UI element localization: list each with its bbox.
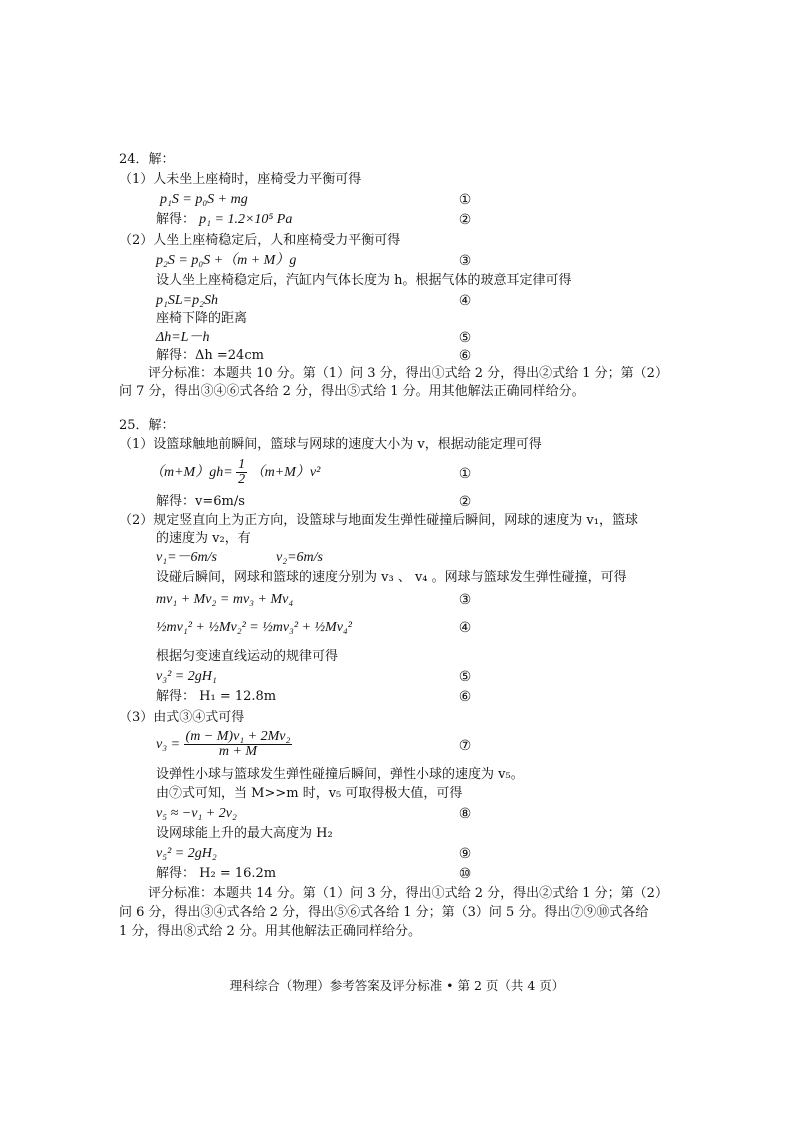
page-footer: 理科综合（物理）参考答案及评分标准 • 第 2 页（共 4 页） — [229, 978, 565, 993]
q24-eq5: Δh=L－h — [156, 330, 210, 345]
q25-eq8: v₅ ≈ −v₁ + 2v₂ — [156, 806, 237, 821]
q24-eq3: p₂S = p₀S +（m + M）g — [156, 253, 297, 268]
half-fraction — [236, 458, 247, 487]
eq-marker-6: ⑥ — [458, 348, 472, 364]
eq-marker-2: ② — [458, 212, 472, 228]
q25-part2-line1: （2）规定竖直向上为正方向，设篮球与地面发生弹性碰撞后瞬间，网球的速度为 v₁，篮球 — [119, 513, 638, 528]
eq-marker-7: ⑦ — [458, 738, 472, 754]
q24-part2: （2）人坐上座椅稳定后，人和座椅受力平衡可得 — [119, 233, 401, 248]
eq-marker-6b: ⑥ — [458, 689, 472, 705]
eq-marker-8: ⑧ — [458, 806, 472, 822]
q25-heading: 25．解： — [119, 418, 175, 433]
q25-part3: （3）由式③④式可得 — [119, 710, 245, 725]
eq-marker-4b: ④ — [458, 620, 472, 636]
q24-heading: 24．解： — [119, 152, 175, 167]
q25-text3: 设碰后瞬间，网球和篮球的速度分别为 v₃ 、 v₄ 。网球与篮球发生弹性碰撞，可得 — [156, 570, 627, 585]
q24-result6: 解得：Δh =24cm — [156, 348, 264, 363]
q24-eq4: p₁SL=p₂Sh — [156, 293, 218, 308]
q25-text6: 设弹性小球与篮球发生弹性碰撞后瞬间，弹性小球的速度为 v₅。 — [156, 767, 524, 782]
q25-text4: 根据匀变速直线运动的规律可得 — [156, 649, 339, 664]
q25-text8: 设网球能上升的最大高度为 H₂ — [156, 826, 333, 841]
eq-marker-2b: ② — [458, 494, 472, 510]
q24-part1: （1）人未坐上座椅时，座椅受力平衡可得 — [119, 172, 362, 187]
q25-eq1-left: （m+M）gh= — [150, 465, 233, 480]
fraction-denominator: m + M — [218, 744, 258, 760]
q24-result1-value: p₁ = 1.2×10⁵ Pa — [199, 212, 293, 227]
eq-marker-9: ⑨ — [458, 846, 472, 862]
q25-eq5: v₃² = 2gH₁ — [156, 669, 217, 684]
q25-eq7 — [156, 728, 292, 762]
result-label: 解得： — [156, 212, 196, 227]
eq-marker-4: ④ — [458, 293, 472, 309]
q25-score-line1: 评分标准：本题共 14 分。第（1）问 3 分，得出①式给 2 分，得出②式给 1 分；第（2） — [148, 886, 668, 901]
fraction-numerator: 1 — [238, 457, 246, 473]
eq-marker-1b: ① — [458, 466, 472, 482]
q24-result1 — [156, 212, 292, 228]
q25-part2-line2: 的速度为 v₂，有 — [156, 531, 251, 546]
q25-v1: v₁=－6m/s — [156, 550, 217, 565]
q24-score-line2: 问 7 分，得出③④⑥式各给 2 分，得出⑤式给 1 分。用其他解法正确同样给分。 — [119, 384, 585, 399]
q25-result10: 解得： H₂ = 16.2m — [156, 866, 277, 881]
q25-eq4: ½mv₁² + ½Mv₂² = ½mv₃² + ½Mv₄² — [156, 620, 352, 635]
eq-marker-5b: ⑤ — [458, 669, 472, 685]
q25-eq9: v₅² = 2gH₂ — [156, 846, 217, 861]
eq-marker-3b: ③ — [458, 592, 472, 608]
q25-eq1 — [150, 458, 320, 488]
q25-score-line2: 问 6 分，得出③④式各给 2 分，得出⑤⑥式各给 1 分；第（3）问 5 分。得出⑦⑨⑩式各给 — [119, 905, 649, 920]
q25-score-line3: 1 分，得出⑧式给 2 分。用其他解法正确同样给分。 — [119, 924, 421, 939]
eq-marker-1: ① — [458, 192, 472, 208]
eq-marker-10: ⑩ — [458, 866, 472, 882]
q25-part1: （1）设篮球触地前瞬间，篮球与网球的速度大小为 v，根据动能定理可得 — [119, 437, 542, 452]
eq-marker-3: ③ — [458, 253, 472, 269]
q25-v2: v₂=6m/s — [276, 550, 323, 565]
fraction-numerator: (m − M)v₁ + 2Mv₂ — [185, 729, 291, 745]
q25-eq1-right: （m+M）v² — [250, 465, 321, 480]
v3-fraction — [184, 730, 293, 759]
q25-eq7-left: v₃ = — [156, 737, 181, 752]
q25-result2: 解得：v=6m/s — [156, 494, 245, 509]
q25-text7: 由⑦式可知，当 M>>m 时，v₅ 可取得极大值，可得 — [156, 786, 463, 801]
fraction-denominator: 2 — [238, 472, 246, 488]
eq-marker-5: ⑤ — [458, 330, 472, 346]
q24-score-line1: 评分标准：本题共 10 分。第（1）问 3 分，得出①式给 2 分，得出②式给 1 分；第（2） — [148, 366, 668, 381]
q24-eq1: p₁S = p₀S + mg — [160, 192, 248, 207]
q24-text4: 座椅下降的距离 — [156, 311, 248, 326]
q24-text3: 设人坐上座椅稳定后，汽缸内气体长度为 h。根据气体的玻意耳定律可得 — [156, 273, 572, 288]
q25-eq3: mv₁ + Mv₂ = mv₃ + Mv₄ — [156, 592, 294, 607]
q25-result6: 解得： H₁ = 12.8m — [156, 689, 277, 704]
